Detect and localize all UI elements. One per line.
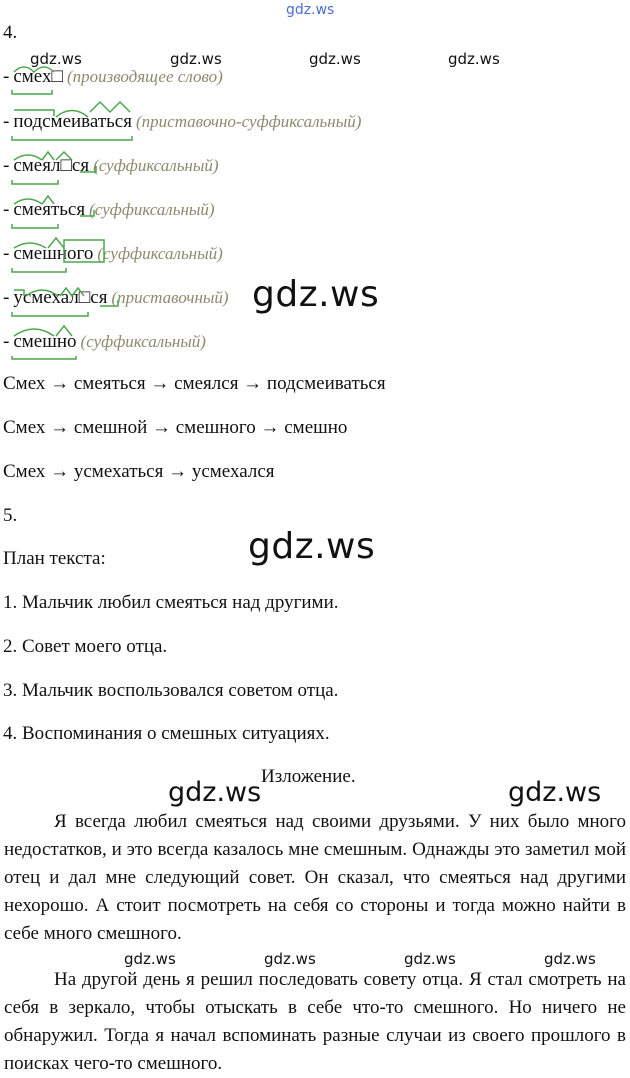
watermark: gdz.ws	[448, 50, 500, 68]
essay-title: Изложение.	[261, 766, 356, 787]
word-analysis-row	[3, 287, 229, 309]
word-analysis-row	[3, 243, 223, 265]
formation-note: (суффиксальный)	[97, 244, 223, 263]
plan-item: 4. Воспоминания о смешных ситуациях.	[3, 723, 330, 744]
word-analysis-row	[3, 331, 206, 353]
derivation-chain: Смех → усмехаться → усмехался	[3, 461, 275, 482]
plan-item: 3. Мальчик воспользовался советом отца.	[3, 680, 339, 701]
dash: -	[3, 331, 10, 352]
plan-title: План текста:	[3, 548, 106, 569]
derivation-chain: Смех → смеяться → смеялся → подсмеиваться	[3, 373, 386, 394]
watermark: gdz.ws	[508, 777, 602, 808]
watermark: gdz.ws	[252, 274, 380, 315]
watermark: gdz.ws	[404, 950, 456, 968]
watermark: gdz.ws	[170, 50, 222, 68]
watermark: gdz.ws	[544, 950, 596, 968]
word-analysis-row	[3, 199, 215, 221]
base-bracket	[12, 356, 76, 359]
dash: -	[3, 111, 10, 132]
task-number: 4.	[3, 22, 18, 43]
base-bracket	[12, 180, 58, 184]
base-bracket	[12, 90, 52, 94]
watermark: gdz.ws	[30, 50, 82, 68]
word-analysis-row	[3, 155, 219, 177]
dash: -	[3, 199, 10, 220]
dash: -	[3, 287, 10, 308]
watermark: gdz.ws	[168, 777, 262, 808]
watermark: gdz.ws	[286, 2, 335, 18]
analyzed-word: смех□	[13, 66, 63, 87]
plan-item: 1. Мальчик любил смеяться над другими.	[3, 592, 339, 613]
task-number: 5.	[3, 505, 18, 526]
base-bracket	[12, 312, 88, 316]
formation-note: (производящее слово)	[66, 67, 223, 86]
watermark: gdz.ws	[309, 50, 361, 68]
formation-note: (суффиксальный)	[93, 156, 219, 175]
analyzed-word: смешного	[13, 243, 94, 264]
derivation-chain: Смех → смешной → смешного → смешно	[3, 417, 348, 438]
analyzed-word: смешно	[13, 331, 77, 352]
analyzed-word: усмехал□ся	[13, 287, 108, 308]
formation-note: (суффиксальный)	[80, 332, 206, 351]
analyzed-word: смеяться	[13, 199, 86, 220]
word-analysis-row	[3, 66, 223, 88]
formation-note: (приставочно-суффиксальный)	[135, 112, 362, 131]
dash: -	[3, 243, 10, 264]
plan-item: 2. Совет моего отца.	[3, 636, 168, 657]
base-bracket	[12, 268, 66, 272]
analyzed-word: подсмеиваться	[13, 111, 132, 132]
base-bracket	[12, 136, 132, 140]
dash: -	[3, 66, 10, 87]
base-bracket	[12, 224, 58, 228]
essay-paragraph: На другой день я решил последовать совету отца. Я стал смотреть на себя в зеркало, чтобы отыскать в себе что-то смешного. Но ничего не обнаружил. Тогда я начал вспоминать разные случаи из своего прошлого в поисках чего-то смешного.	[4, 969, 626, 1074]
watermark: gdz.ws	[248, 526, 376, 567]
analyzed-word: смеял□ся	[13, 155, 90, 176]
watermark: gdz.ws	[264, 950, 316, 968]
essay-paragraph: Я всегда любил смеяться над своими друзьями. У них было много недостатков, и это всегда казалось мне смешным. Однажды это заметил мой отец и дал мне следующий совет. Он сказал, что смеяться над другими нехорошо. А стоит посмотреть на себя со стороны и тогда можно найти в себе много смешного.	[4, 811, 626, 944]
formation-note: (суффиксальный)	[89, 200, 215, 219]
watermark: gdz.ws	[124, 950, 176, 968]
word-analysis-row	[3, 111, 361, 133]
dash: -	[3, 155, 10, 176]
formation-note: (приставочный)	[111, 288, 229, 307]
